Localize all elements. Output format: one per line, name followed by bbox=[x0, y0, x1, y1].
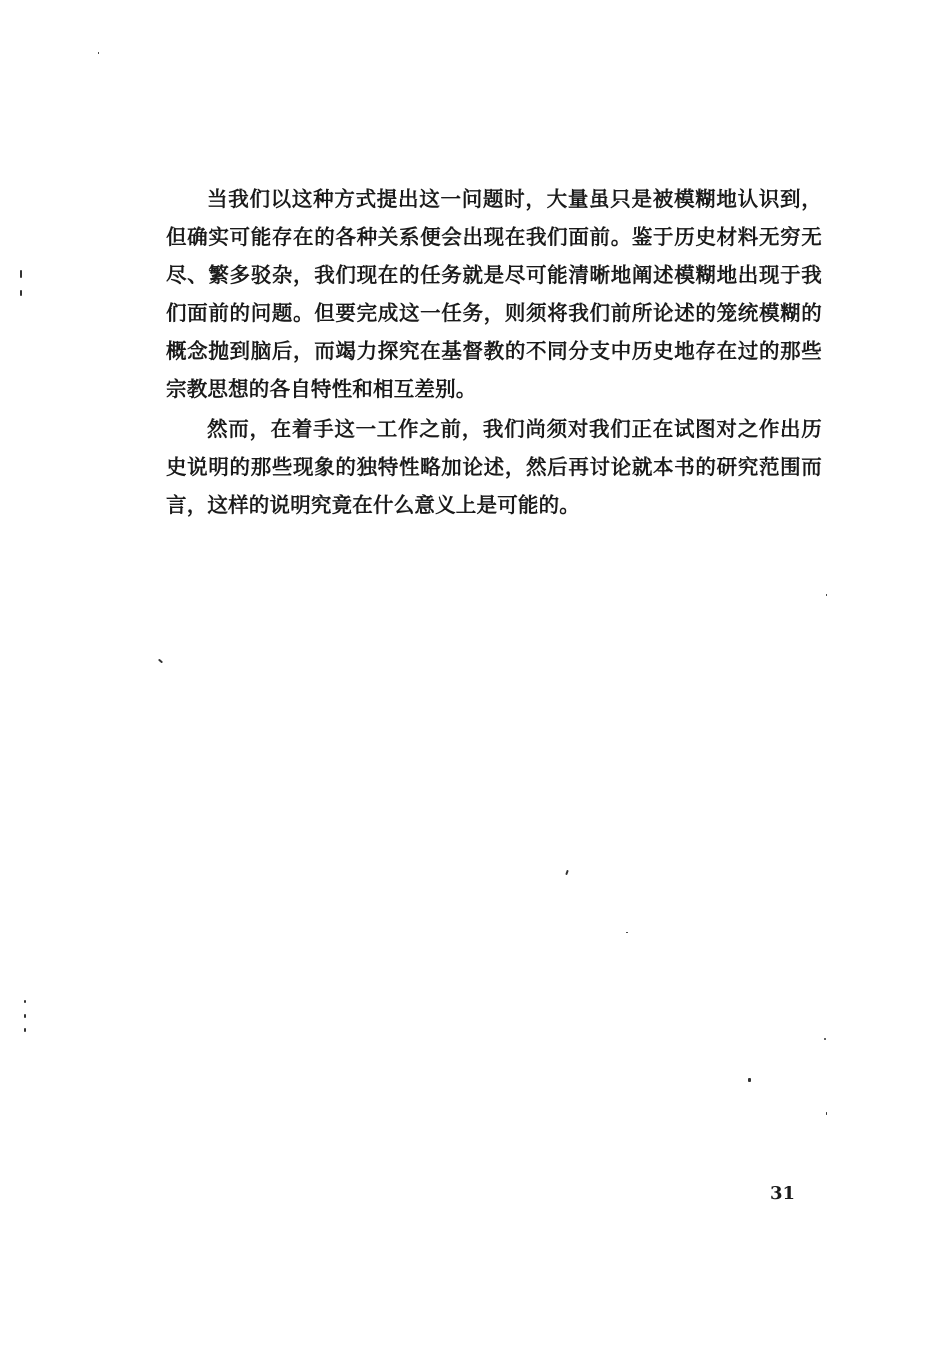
body-text bbox=[166, 180, 822, 524]
scan-speck bbox=[826, 594, 827, 596]
scan-speck bbox=[158, 659, 163, 664]
scan-speck bbox=[24, 1000, 26, 1003]
scan-speck bbox=[626, 932, 628, 933]
paragraph: 然而，在着手这一工作之前，我们尚须对我们正在试图对之作出历史说明的那些现象的独特性略加论述，然后再讨论就本书的研究范围而言，这样的说明究竟在什么意义上是可能的。 bbox=[166, 417, 822, 517]
scan-speck bbox=[20, 270, 22, 278]
scan-speck bbox=[826, 1112, 827, 1115]
scan-speck bbox=[824, 1038, 826, 1040]
scan-speck bbox=[20, 290, 22, 296]
scan-speck bbox=[565, 870, 569, 875]
paragraph: 当我们以这种方式提出这一问题时，大量虽只是被模糊地认识到，但确实可能存在的各种关系便会出现在我们面前。鉴于历史材料无穷无尽、繁多驳杂，我们现在的任务就是尽可能清晰地阐述模糊地出现于我们面前的问题。但要完成这一任务，则须将我们前所论述的笼统模糊的概念抛到脑后，而竭力探究在基督教的不同分支中历史地存在过的那些宗教思想的各自特性和相互差别。 bbox=[166, 187, 822, 401]
scan-speck bbox=[24, 1014, 26, 1018]
page-number: 31 bbox=[770, 1183, 796, 1204]
scan-speck bbox=[98, 52, 99, 54]
scan-speck bbox=[24, 1028, 26, 1032]
scan-speck bbox=[748, 1078, 751, 1082]
